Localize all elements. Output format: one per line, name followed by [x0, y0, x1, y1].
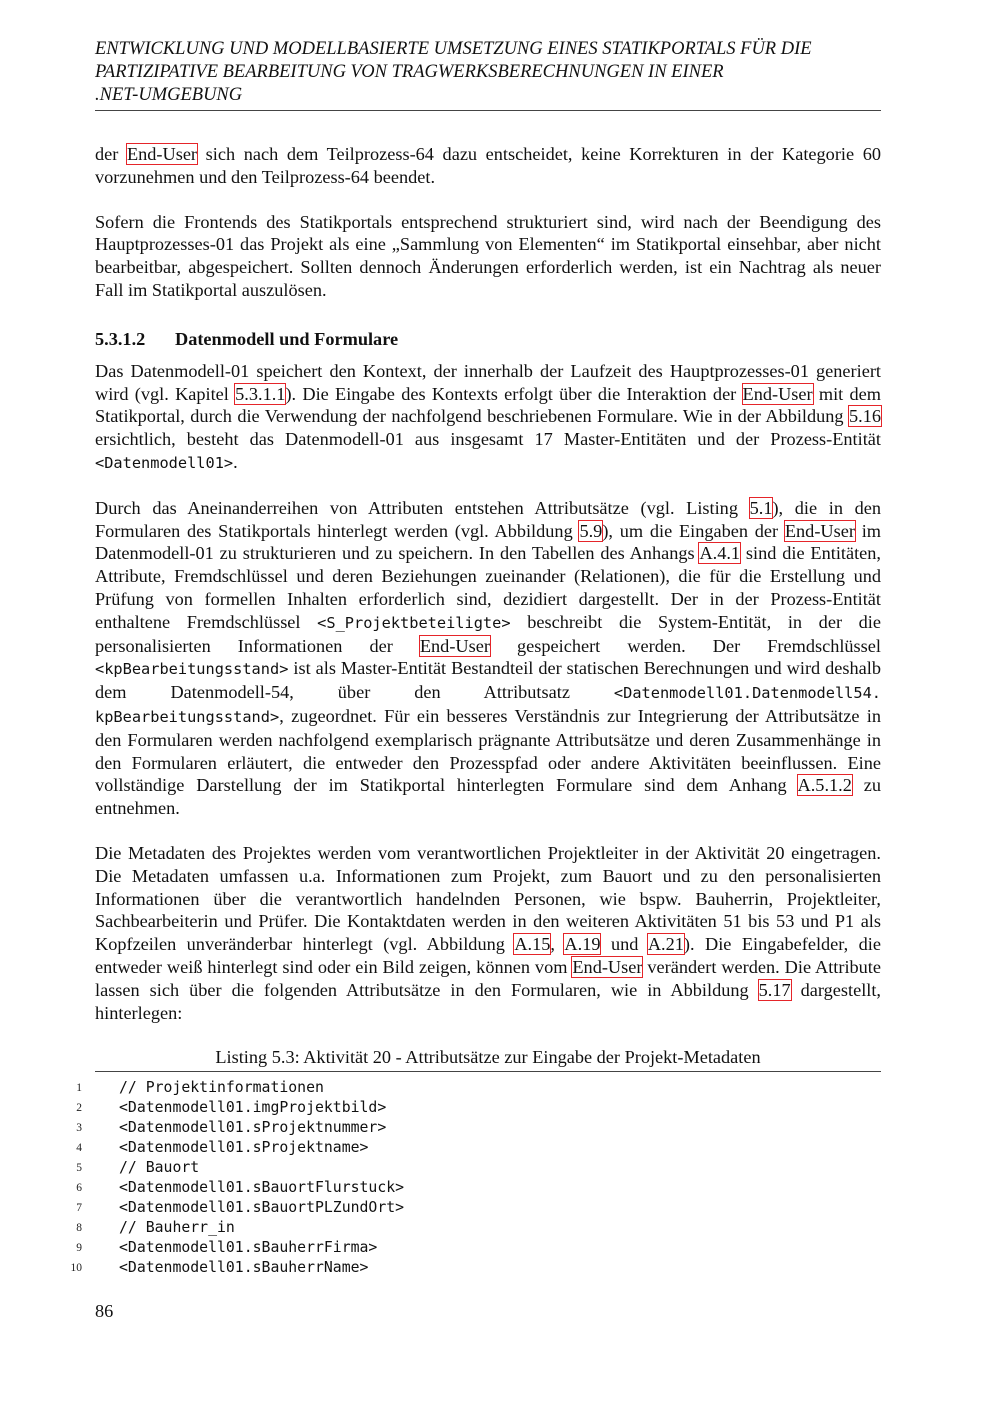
text: ,: [550, 934, 565, 955]
text: dargestellt, hinterlegen:: [95, 979, 881, 1023]
text: zu entnehmen.: [95, 775, 881, 819]
running-header-line-3: .NET-UMGEBUNG: [95, 85, 243, 105]
code-text: // Projektinformationen: [119, 1079, 324, 1097]
code-text: <Datenmodell01.sBauherrFirma>: [119, 1239, 378, 1257]
line-number: 5: [76, 1162, 82, 1175]
line-number: 3: [76, 1122, 82, 1135]
line-number: 8: [76, 1222, 82, 1235]
running-header-line-1: ENTWICKLUNG UND MODELLBASIERTE UMSETZUNG EINES STATIKPORTALS FÜR DIE: [95, 39, 812, 59]
code-line: [76, 1118, 881, 1138]
glossary-link-end-user[interactable]: End-User: [126, 144, 198, 164]
figure-link-a-15[interactable]: A.15: [514, 934, 551, 955]
glossary-link-end-user[interactable]: End-User: [419, 635, 490, 656]
paragraph-4: [95, 497, 881, 820]
code-text: <Datenmodell01.sProjektname>: [119, 1139, 369, 1157]
code-text: // Bauherr_in: [119, 1219, 235, 1237]
figure-link-5-9[interactable]: 5.9: [579, 520, 603, 541]
text: der: [95, 144, 127, 164]
code-line: [76, 1078, 881, 1098]
code-text: <Datenmodell01.imgProjektbild>: [119, 1099, 387, 1117]
text: gespeichert werden. Der Fremdschlüssel: [489, 635, 881, 656]
text: sich nach dem Teilprozess-64 dazu entscheidet, keine Korrekturen in der Kategorie 60 vorzunehmen und den Teilprozess-64 beendet.: [95, 144, 882, 187]
text: beschreibt die System-Entität, in der die personalisierten Informationen der: [95, 611, 882, 656]
running-header: [95, 38, 881, 111]
inline-code: <Datenmodell01>: [95, 453, 234, 472]
text: ersichtlich, besteht das Datenmodell-01 aus insgesamt 17 Master-Entitäten und der Prozess-Entität: [95, 429, 881, 450]
code-listing: [70, 1078, 881, 1278]
section-number: 5.3.1.2: [95, 328, 146, 349]
code-text: // Bauort: [119, 1159, 200, 1177]
text: sind die Entitäten, Attribute, Fremdschlüssel und deren Beziehungen zueinander (Relationen), die für die Erstellung und Prüfung von formellen Inhalten erforderlich sind, dezidiert dargestellt. Der in der Prozess-Entität enthaltene Fremdschlüssel: [95, 543, 881, 632]
text: Durch das Aneinanderreihen von Attributen entstehen Attributsätze (vgl. Listing: [95, 497, 750, 518]
paragraph-2: Sofern die Frontends des Statikportals entsprechend strukturiert sind, wird nach der Beendigung des Hauptprozesses-01 das Projekt als eine „Sammlung von Elementen“ im Statikportal einsehbar, aber nicht bearbeitbar, abgespeichert. Sollten dennoch Änderungen erforderlich werden, ist ein Nachtrag als neuer Fall im Statikportal auszulösen.: [95, 211, 881, 300]
text: im Datenmodell-01 zu strukturieren und zu speichern. In den Tabellen des Anhangs: [95, 520, 881, 564]
text: ist als Master-Entität Bestandteil der statischen Berechnungen und wird deshalb dem Datenmodell-54, über den Attributsatz: [95, 658, 881, 703]
text: und: [600, 934, 648, 955]
section-title: Datenmodell und Formulare: [175, 328, 399, 349]
text: ), die in den Formularen des Statikportals hinterlegt werden (vgl. Abbildung: [95, 497, 882, 541]
code-line: [76, 1158, 881, 1178]
text: verändert werden. Die Attribute lassen sich über die folgenden Attributsätze in den Formularen, wie in Abbildung: [95, 956, 881, 1000]
line-number: 1: [76, 1082, 82, 1095]
chapter-link-5-3-1-1[interactable]: 5.3.1.1: [235, 383, 286, 404]
code-text: <Datenmodell01.sProjektnummer>: [119, 1119, 387, 1137]
figure-link-5-16[interactable]: 5.16: [849, 406, 881, 427]
page-body: [70, 143, 882, 1278]
text: mit dem Statikportal, durch die Verwendung der nachfolgend beschriebenen Formulare. Wie in der Abbildung: [95, 383, 881, 427]
text: Die Metadaten des Projektes werden vom verantwortlichen Projektleiter in der Aktivität 20 eingetragen. Die Metadaten umfassen u.a. Informationen zum Projekt, zum Bauort und zu den personalisierten Informationen über die verantwortlich handelnden Personen, wie bspw. Bauherrin, Projektleiter, Sachbearbeiterin und Prüfer. Die Kontaktdaten werden in den weiteren Aktivitäten 51 bis 53 und P1 als Kopfzeilen unveränderbar hinterlegt (vgl. Abbildung: [95, 842, 881, 955]
paragraph-1: [95, 143, 881, 189]
text: , zugeordnet. Für ein besseres Verständnis zur Integrierung der Attributsätze in den Formularen werden nachfolgend exemplarisch prägnante Attributsätze und deren Zusammenhänge in den Formularen erläutert, die entweder den Prozesspfad oder andere Aktivitäten beeinflussen. Eine vollständige Darstellung der im Statikportal hinterlegten Formulare sind dem Anhang: [95, 705, 881, 796]
appendix-link-a-4-1[interactable]: A.4.1: [699, 543, 741, 564]
paragraph-3: [95, 360, 881, 475]
figure-link-a-21[interactable]: A.21: [647, 934, 684, 955]
appendix-link-a-5-1-2[interactable]: A.5.1.2: [797, 775, 852, 796]
code-line: [76, 1238, 881, 1258]
line-number: 10: [70, 1262, 82, 1275]
code-line: [76, 1198, 881, 1218]
listing-caption: Listing 5.3: Aktivität 20 - Attributsätze zur Eingabe der Projekt-Metadaten: [95, 1046, 881, 1072]
glossary-link-end-user[interactable]: End-User: [572, 956, 643, 977]
inline-code: <kpBearbeitungsstand>: [95, 660, 289, 679]
code-line: [76, 1138, 881, 1158]
text: Das Datenmodell-01 speichert den Kontext, der innerhalb der Laufzeit des Hauptprozesses-01 generiert wird (vgl. Kapitel: [95, 360, 881, 404]
code-line: [70, 1258, 881, 1278]
text: ). Die Eingabe des Kontexts erfolgt über die Interaktion der: [285, 383, 743, 404]
glossary-link-end-user[interactable]: End-User: [742, 383, 813, 404]
text: ). Die Eingabefelder, die entweder weiß hinterlegt sind oder ein Bild zeigen, können vom: [95, 934, 881, 977]
code-line: [76, 1098, 881, 1118]
code-text: <Datenmodell01.sBauortFlurstuck>: [119, 1179, 405, 1197]
page-number: 86: [95, 1301, 114, 1321]
running-header-line-2: PARTIZIPATIVE BEARBEITUNG VON TRAGWERKSBERECHNUNGEN IN EINER: [95, 62, 724, 82]
inline-code: <Datenmodell01.Datenmodell54. kpBearbeitungsstand>: [95, 684, 881, 726]
code-text: <Datenmodell01.sBauherrName>: [119, 1259, 369, 1277]
code-line: [76, 1178, 881, 1198]
figure-link-a-19[interactable]: A.19: [564, 934, 601, 955]
code-line: [76, 1218, 881, 1238]
glossary-link-end-user[interactable]: End-User: [784, 520, 855, 541]
inline-code: <S_Projektbeteiligte>: [317, 613, 511, 632]
section-heading: [95, 328, 881, 350]
figure-link-5-17[interactable]: 5.17: [758, 979, 791, 1000]
listing-link-5-1[interactable]: 5.1: [749, 497, 773, 518]
code-text: <Datenmodell01.sBauortPLZundOrt>: [119, 1199, 405, 1217]
line-number: 2: [76, 1102, 82, 1115]
text: ), um die Eingaben der: [602, 520, 785, 541]
paragraph-5: [95, 842, 881, 1024]
line-number: 7: [76, 1202, 82, 1215]
line-number: 6: [76, 1182, 82, 1195]
text: .: [233, 451, 238, 472]
line-number: 4: [76, 1142, 82, 1155]
line-number: 9: [76, 1242, 82, 1255]
